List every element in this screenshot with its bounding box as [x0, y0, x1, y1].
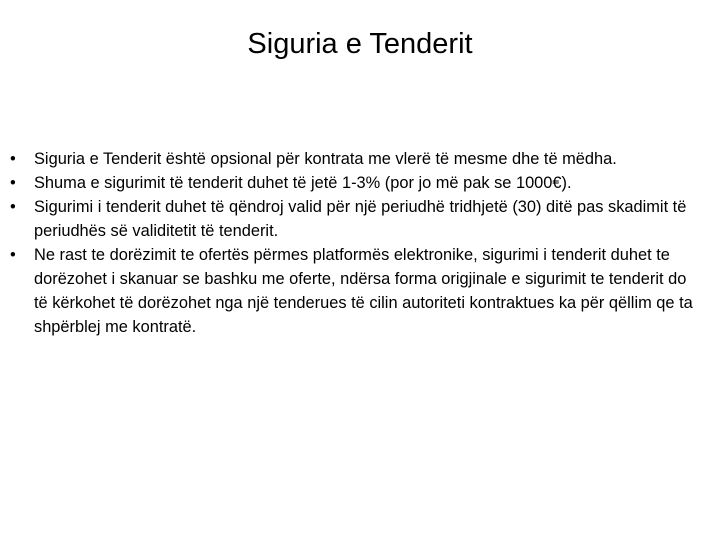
- bullet-item: [10, 147, 700, 171]
- bullet-text: Siguria e Tenderit është opsional për kontrata me vlerë të mesme dhe të mëdha.: [34, 150, 617, 168]
- bullet-item: [10, 171, 700, 195]
- bullet-icon: •: [10, 246, 16, 264]
- bullet-icon: •: [10, 150, 16, 168]
- bullet-icon: •: [10, 198, 16, 216]
- bullet-item: [10, 243, 700, 339]
- bullet-list: [10, 147, 700, 339]
- bullet-item: [10, 195, 700, 243]
- bullet-text: Sigurimi i tenderit duhet të qëndroj valid për një periudhë tridhjetë (30) ditë pas skadimit të periudhës së validitetit të tenderit.: [34, 198, 687, 240]
- bullet-icon: •: [10, 174, 16, 192]
- bullet-text: Ne rast te dorëzimit te ofertës përmes platformës elektronike, sigurimi i tenderit duhet te dorëzohet i skanuar se bashku me oferte, ndërsa forma origjinale e sigurimit te tenderit do të kërkohet të dorëzohet nga një tenderues të cilin autoriteti kontraktues ka për qëllim qe ta shpërblej me kontratë.: [34, 246, 693, 336]
- slide-title: Siguria e Tenderit: [247, 28, 473, 60]
- bullet-text: Shuma e sigurimit të tenderit duhet të jetë 1-3% (por jo më pak se 1000€).: [34, 174, 572, 192]
